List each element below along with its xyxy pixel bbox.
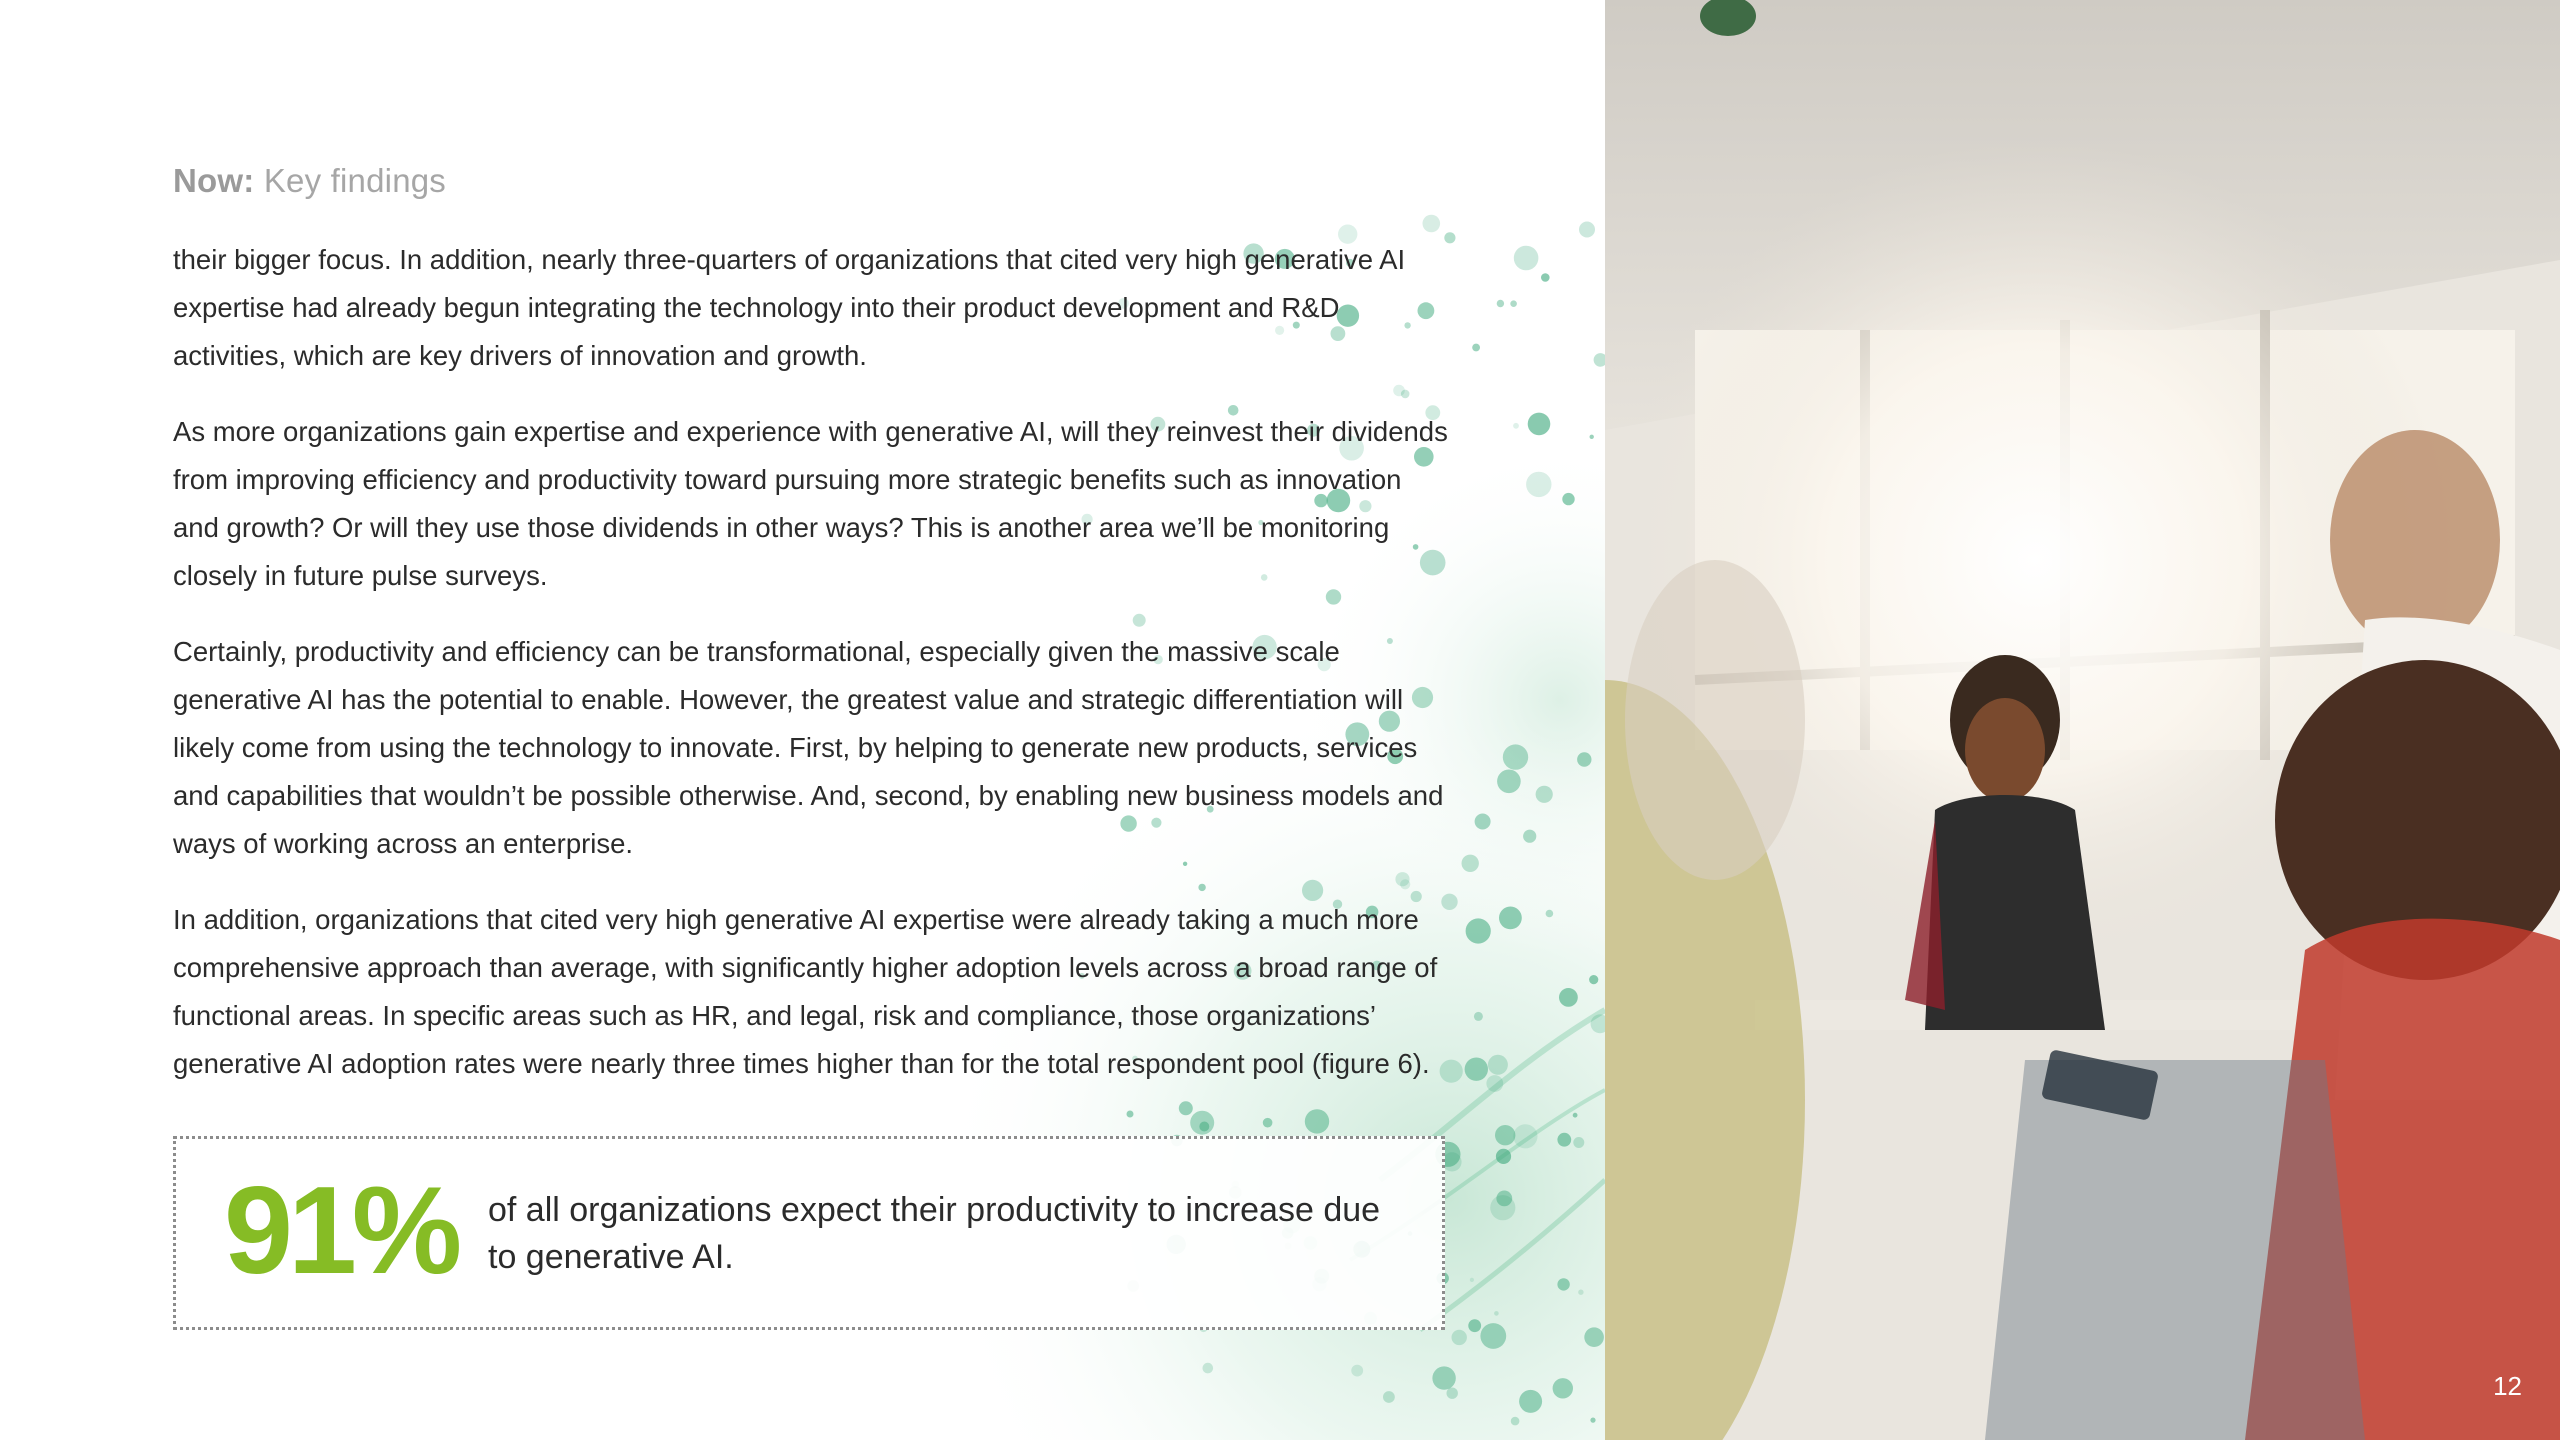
splash-dot	[1490, 1195, 1515, 1220]
splash-dot	[1519, 1390, 1542, 1413]
splash-dot	[1559, 988, 1578, 1007]
splash-dot	[1577, 752, 1591, 766]
splash-dot	[1488, 1055, 1508, 1075]
splash-dot	[1442, 1152, 1461, 1171]
splash-dot	[1475, 814, 1491, 830]
splash-dot	[1573, 1113, 1578, 1118]
splash-dot	[1452, 1330, 1467, 1345]
splash-dot	[1383, 1391, 1395, 1403]
splash-dot	[1423, 215, 1441, 233]
splash-dot	[1541, 273, 1550, 282]
paragraph-3: Certainly, productivity and efficiency can be transformational, especially given the massive scale generative AI has the potential to enable. However, the greatest value and strategic differentiation will likely come from using the technology to innovate. First, by helping to generate new products, services and capabilities that wouldn’t be possible otherwise. And, second, by enabling new business models and ways of working across an enterprise.	[173, 636, 1444, 859]
splash-dot	[1526, 472, 1551, 497]
splash-dot	[1351, 1365, 1363, 1377]
splash-dot	[1447, 1388, 1458, 1399]
meeting-photo	[1605, 0, 2560, 1440]
splash-dot	[1203, 1363, 1214, 1374]
splash-dot	[1589, 975, 1598, 984]
splash-dot	[1474, 1012, 1483, 1021]
splash-dot	[1578, 1290, 1583, 1295]
paragraph-4: In addition, organizations that cited very high generative AI expertise were already taking a much more comprehensive approach than average, with significantly higher adoption levels across a broad range of functional areas. In specific areas such as HR, and legal, risk and compliance, those organizations’ generative AI adoption rates were nearly three times higher than for the total respondent pool (figure 6).	[173, 904, 1438, 1079]
splash-dot	[1536, 786, 1553, 803]
splash-dot	[1468, 1319, 1481, 1332]
splash-dot	[1263, 1118, 1273, 1128]
paragraph-2: As more organizations gain expertise and experience with generative AI, will they reinvest their dividends from improving efficiency and productivity toward pursuing more strategic benefits such as innovation and growth? Or will they use those dividends in other ways? This is another area we’ll be monitoring closely in future pulse surveys.	[173, 416, 1448, 591]
splash-dot	[1466, 918, 1491, 943]
splash-dot	[1462, 855, 1479, 872]
splash-dot	[1495, 1125, 1515, 1145]
splash-dot	[1472, 344, 1480, 352]
splash-dot	[1510, 300, 1517, 307]
splash-dot	[1528, 413, 1551, 436]
splash-dot	[1579, 222, 1595, 238]
section-label-bold: Now:	[173, 162, 255, 199]
page-number: 12	[2493, 1371, 2522, 1401]
splash-dot	[1511, 1417, 1520, 1426]
splash-dot	[1553, 1378, 1573, 1398]
splash-dot	[1470, 1278, 1474, 1282]
splash-dot	[1573, 1137, 1584, 1148]
splash-dot	[1486, 1075, 1503, 1092]
splash-dot	[1432, 1366, 1455, 1389]
splash-dot	[1590, 1418, 1595, 1423]
splash-dot	[1584, 1327, 1604, 1347]
body-text	[173, 236, 1448, 1116]
splash-dot	[1497, 300, 1504, 307]
splash-dot	[1562, 493, 1574, 505]
splash-dot	[1496, 1149, 1511, 1164]
splash-dot	[1503, 744, 1528, 769]
splash-dot	[1465, 1058, 1488, 1081]
stat-description: of all organizations expect their productivity to increase due to generative AI.	[488, 1191, 1381, 1276]
splash-dot	[1546, 910, 1554, 918]
splash-dot	[1499, 907, 1522, 930]
splash-dot	[1557, 1278, 1569, 1290]
meeting-photo-illustration	[1605, 0, 2560, 1440]
splash-dot	[1514, 246, 1539, 271]
splash-dot	[1513, 1124, 1537, 1148]
stat-value: 91%	[224, 1162, 458, 1300]
splash-dot	[1480, 1323, 1506, 1349]
splash-dot	[1590, 435, 1594, 439]
splash-dot	[1594, 353, 1605, 367]
section-label-title: Key findings	[263, 162, 447, 199]
stat-callout-box	[173, 1136, 1445, 1330]
paragraph-1: their bigger focus. In addition, nearly three-quarters of organizations that cited very high generative AI expertise had already begun integrating the technology into their product development and R&D activities, which are key drivers of innovation and growth.	[173, 244, 1406, 371]
splash-dot	[1513, 423, 1519, 429]
splash-dot	[1523, 830, 1536, 843]
splash-dot	[1497, 770, 1521, 794]
section-label	[173, 162, 446, 200]
splash-dot	[1557, 1133, 1571, 1147]
splash-dot	[1494, 1311, 1499, 1316]
